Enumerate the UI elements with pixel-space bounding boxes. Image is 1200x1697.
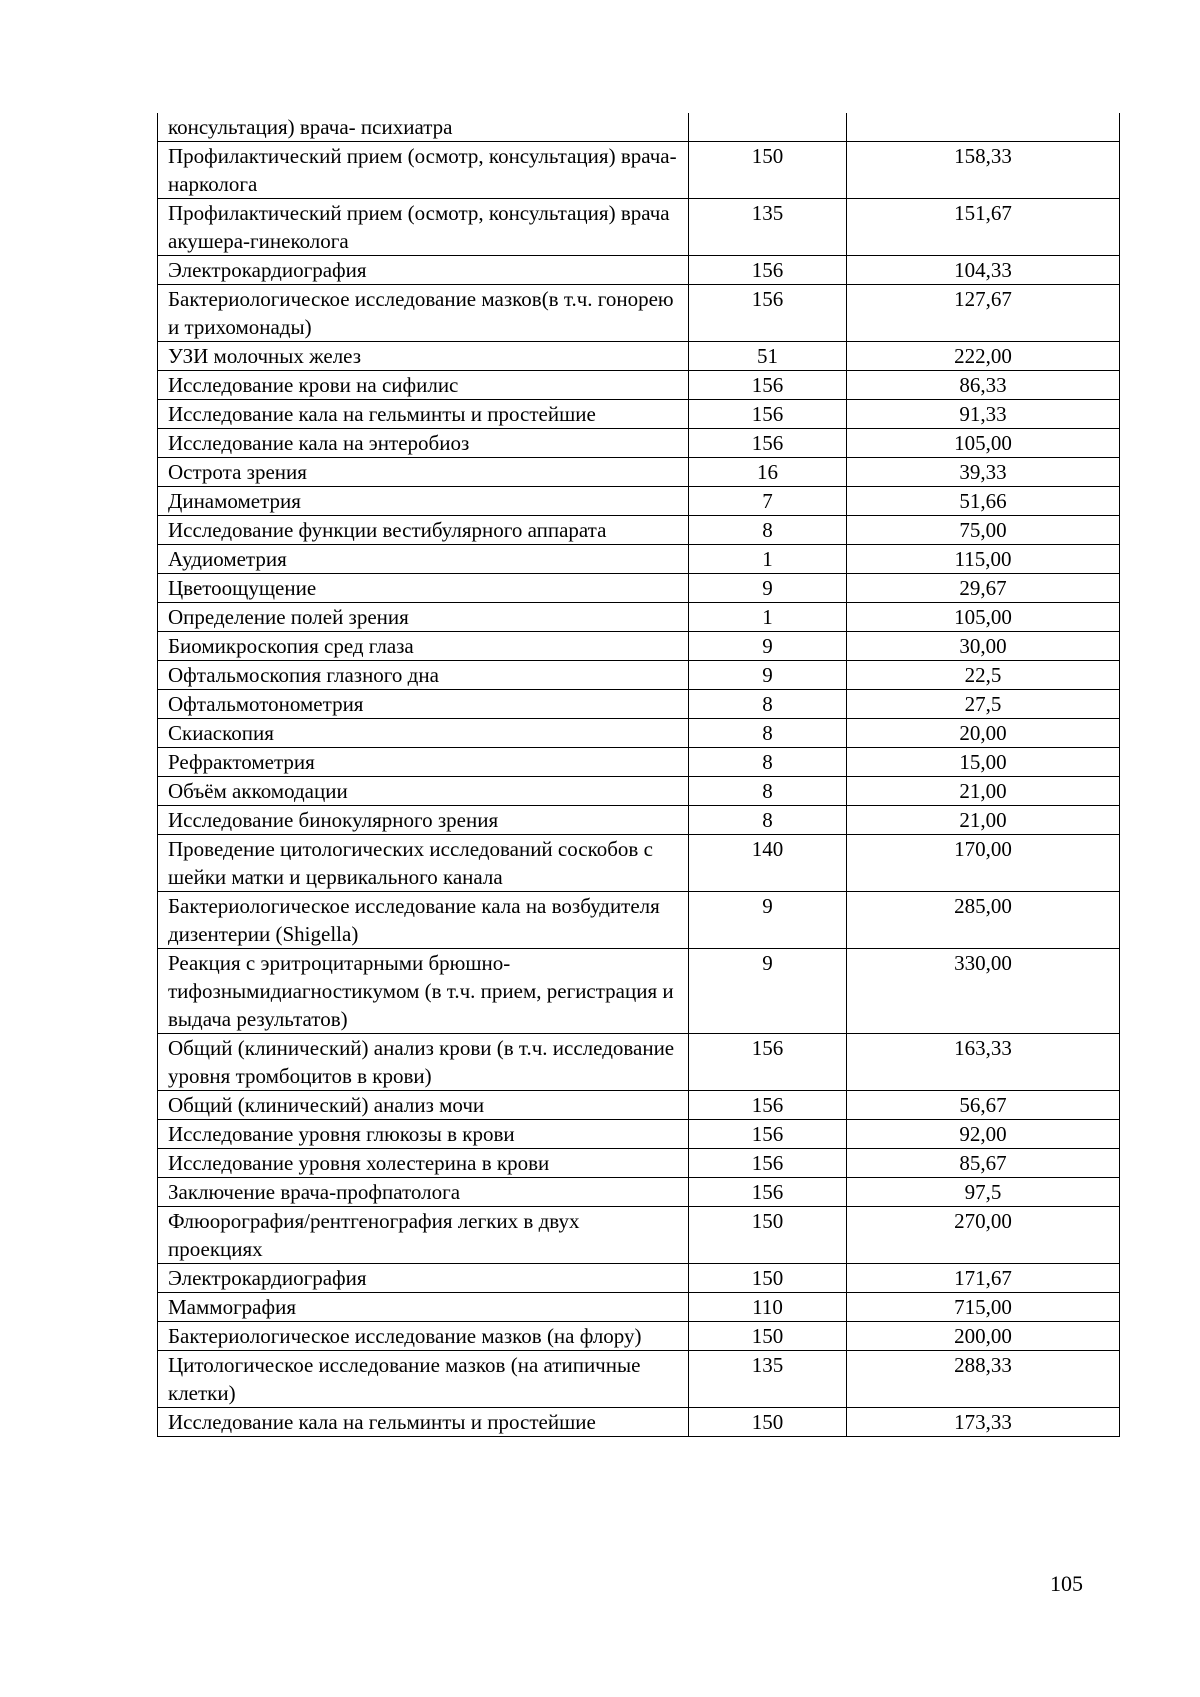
quantity-cell: 156 — [689, 1178, 847, 1207]
table-row — [158, 661, 1120, 690]
quantity-cell: 7 — [689, 487, 847, 516]
table-row — [158, 1207, 1120, 1264]
service-name-cell: Исследование кала на гельминты и простейшие — [158, 1408, 689, 1437]
quantity-cell: 8 — [689, 777, 847, 806]
table-row — [158, 603, 1120, 632]
service-name-cell: Профилактический прием (осмотр, консультация) врача акушера-гинеколога — [158, 199, 689, 256]
price-cell: 158,33 — [847, 142, 1120, 199]
table-row — [158, 342, 1120, 371]
price-cell: 171,67 — [847, 1264, 1120, 1293]
table-row — [158, 1178, 1120, 1207]
quantity-cell: 1 — [689, 545, 847, 574]
service-name-cell: Общий (клинический) анализ крови (в т.ч. исследование уровня тромбоцитов в крови) — [158, 1034, 689, 1091]
service-name-cell: Объём аккомодации — [158, 777, 689, 806]
quantity-cell: 150 — [689, 1207, 847, 1264]
price-cell: 91,33 — [847, 400, 1120, 429]
service-name-cell: Офтальмотонометрия — [158, 690, 689, 719]
price-cell: 30,00 — [847, 632, 1120, 661]
table-row — [158, 1091, 1120, 1120]
price-cell: 104,33 — [847, 256, 1120, 285]
service-name-cell: Электрокардиография — [158, 256, 689, 285]
table-row — [158, 142, 1120, 199]
price-cell: 105,00 — [847, 603, 1120, 632]
table-row — [158, 285, 1120, 342]
price-cell: 56,67 — [847, 1091, 1120, 1120]
service-name-cell: Исследование кала на гельминты и простейшие — [158, 400, 689, 429]
quantity-cell: 16 — [689, 458, 847, 487]
price-cell: 21,00 — [847, 806, 1120, 835]
table-row — [158, 892, 1120, 949]
price-cell: 222,00 — [847, 342, 1120, 371]
quantity-cell: 156 — [689, 285, 847, 342]
quantity-cell: 9 — [689, 632, 847, 661]
price-cell: 285,00 — [847, 892, 1120, 949]
quantity-cell: 156 — [689, 400, 847, 429]
price-cell: 20,00 — [847, 719, 1120, 748]
table-row — [158, 1034, 1120, 1091]
quantity-cell: 156 — [689, 1091, 847, 1120]
service-name-cell: Бактериологическое исследование мазков(в т.ч. гонорею и трихомонады) — [158, 285, 689, 342]
quantity-cell: 156 — [689, 1149, 847, 1178]
table-row — [158, 632, 1120, 661]
service-name-cell: Профилактический прием (осмотр, консультация) врача- нарколога — [158, 142, 689, 199]
table-row — [158, 429, 1120, 458]
service-name-cell: Офтальмоскопия глазного дна — [158, 661, 689, 690]
table-row — [158, 1351, 1120, 1408]
service-name-cell: Заключение врача-профпатолога — [158, 1178, 689, 1207]
price-cell: 127,67 — [847, 285, 1120, 342]
service-name-cell: Цитологическое исследование мазков (на атипичные клетки) — [158, 1351, 689, 1408]
price-cell: 27,5 — [847, 690, 1120, 719]
quantity-cell: 150 — [689, 142, 847, 199]
table-row — [158, 458, 1120, 487]
table-body — [158, 113, 1120, 1437]
service-name-cell: Маммография — [158, 1293, 689, 1322]
service-name-cell: Определение полей зрения — [158, 603, 689, 632]
service-name-cell: Реакция с эритроцитарными брюшно-тифознымидиагностикумом (в т.ч. прием, регистрация и выдача результатов) — [158, 949, 689, 1034]
quantity-cell: 140 — [689, 835, 847, 892]
price-cell: 173,33 — [847, 1408, 1120, 1437]
service-name-cell: УЗИ молочных желез — [158, 342, 689, 371]
page-number: 105 — [1050, 1571, 1083, 1596]
quantity-cell: 9 — [689, 949, 847, 1034]
table-row — [158, 371, 1120, 400]
table-row — [158, 199, 1120, 256]
price-cell: 105,00 — [847, 429, 1120, 458]
service-name-cell: Динамометрия — [158, 487, 689, 516]
price-cell: 86,33 — [847, 371, 1120, 400]
price-cell: 21,00 — [847, 777, 1120, 806]
quantity-cell: 135 — [689, 1351, 847, 1408]
price-cell: 270,00 — [847, 1207, 1120, 1264]
quantity-cell: 8 — [689, 690, 847, 719]
price-cell: 163,33 — [847, 1034, 1120, 1091]
quantity-cell: 1 — [689, 603, 847, 632]
quantity-cell: 9 — [689, 574, 847, 603]
service-name-cell: Цветоощущение — [158, 574, 689, 603]
quantity-cell: 8 — [689, 806, 847, 835]
table-row — [158, 1293, 1120, 1322]
table-row — [158, 806, 1120, 835]
service-name-cell: консультация) врача- психиатра — [158, 113, 689, 142]
quantity-cell: 156 — [689, 256, 847, 285]
quantity-cell: 9 — [689, 661, 847, 690]
price-cell: 29,67 — [847, 574, 1120, 603]
service-name-cell: Исследование крови на сифилис — [158, 371, 689, 400]
table-row — [158, 113, 1120, 142]
price-cell: 39,33 — [847, 458, 1120, 487]
quantity-cell: 156 — [689, 1034, 847, 1091]
price-cell: 85,67 — [847, 1149, 1120, 1178]
service-name-cell: Острота зрения — [158, 458, 689, 487]
price-cell: 97,5 — [847, 1178, 1120, 1207]
quantity-cell: 150 — [689, 1322, 847, 1351]
service-name-cell: Исследование уровня глюкозы в крови — [158, 1120, 689, 1149]
price-cell: 15,00 — [847, 748, 1120, 777]
table-row — [158, 1149, 1120, 1178]
table-row — [158, 400, 1120, 429]
price-cell: 75,00 — [847, 516, 1120, 545]
table-row — [158, 719, 1120, 748]
service-name-cell: Исследование кала на энтеробиоз — [158, 429, 689, 458]
quantity-cell: 9 — [689, 892, 847, 949]
price-cell — [847, 113, 1120, 142]
service-name-cell: Исследование уровня холестерина в крови — [158, 1149, 689, 1178]
price-cell: 330,00 — [847, 949, 1120, 1034]
table-row — [158, 545, 1120, 574]
service-name-cell: Флюорография/рентгенография легких в двух проекциях — [158, 1207, 689, 1264]
quantity-cell: 150 — [689, 1264, 847, 1293]
quantity-cell: 156 — [689, 429, 847, 458]
price-cell: 115,00 — [847, 545, 1120, 574]
service-name-cell: Исследование бинокулярного зрения — [158, 806, 689, 835]
service-name-cell: Бактериологическое исследование мазков (на флору) — [158, 1322, 689, 1351]
service-name-cell: Общий (клинический) анализ мочи — [158, 1091, 689, 1120]
table-row — [158, 1264, 1120, 1293]
service-name-cell: Рефрактометрия — [158, 748, 689, 777]
table-row — [158, 777, 1120, 806]
price-cell: 22,5 — [847, 661, 1120, 690]
table-row — [158, 256, 1120, 285]
service-name-cell: Бактериологическое исследование кала на возбудителя дизентерии (Shigella) — [158, 892, 689, 949]
price-cell: 151,67 — [847, 199, 1120, 256]
table-row — [158, 748, 1120, 777]
service-name-cell: Аудиометрия — [158, 545, 689, 574]
quantity-cell: 8 — [689, 748, 847, 777]
service-name-cell: Исследование функции вестибулярного аппарата — [158, 516, 689, 545]
table-row — [158, 1120, 1120, 1149]
quantity-cell: 156 — [689, 1120, 847, 1149]
quantity-cell: 156 — [689, 371, 847, 400]
service-name-cell: Биомикроскопия сред глаза — [158, 632, 689, 661]
quantity-cell: 110 — [689, 1293, 847, 1322]
quantity-cell: 51 — [689, 342, 847, 371]
quantity-cell: 135 — [689, 199, 847, 256]
table-row — [158, 835, 1120, 892]
table-row — [158, 690, 1120, 719]
services-price-table — [157, 113, 1120, 1437]
table-row — [158, 516, 1120, 545]
table-row — [158, 574, 1120, 603]
price-cell: 200,00 — [847, 1322, 1120, 1351]
table-row — [158, 949, 1120, 1034]
quantity-cell: 8 — [689, 516, 847, 545]
quantity-cell: 8 — [689, 719, 847, 748]
price-cell: 288,33 — [847, 1351, 1120, 1408]
price-cell: 170,00 — [847, 835, 1120, 892]
quantity-cell — [689, 113, 847, 142]
table-row — [158, 1322, 1120, 1351]
price-cell: 51,66 — [847, 487, 1120, 516]
price-cell: 715,00 — [847, 1293, 1120, 1322]
service-name-cell: Проведение цитологических исследований соскобов с шейки матки и цервикального канала — [158, 835, 689, 892]
price-cell: 92,00 — [847, 1120, 1120, 1149]
table-row — [158, 487, 1120, 516]
service-name-cell: Скиаскопия — [158, 719, 689, 748]
table-row — [158, 1408, 1120, 1437]
service-name-cell: Электрокардиография — [158, 1264, 689, 1293]
quantity-cell: 150 — [689, 1408, 847, 1437]
